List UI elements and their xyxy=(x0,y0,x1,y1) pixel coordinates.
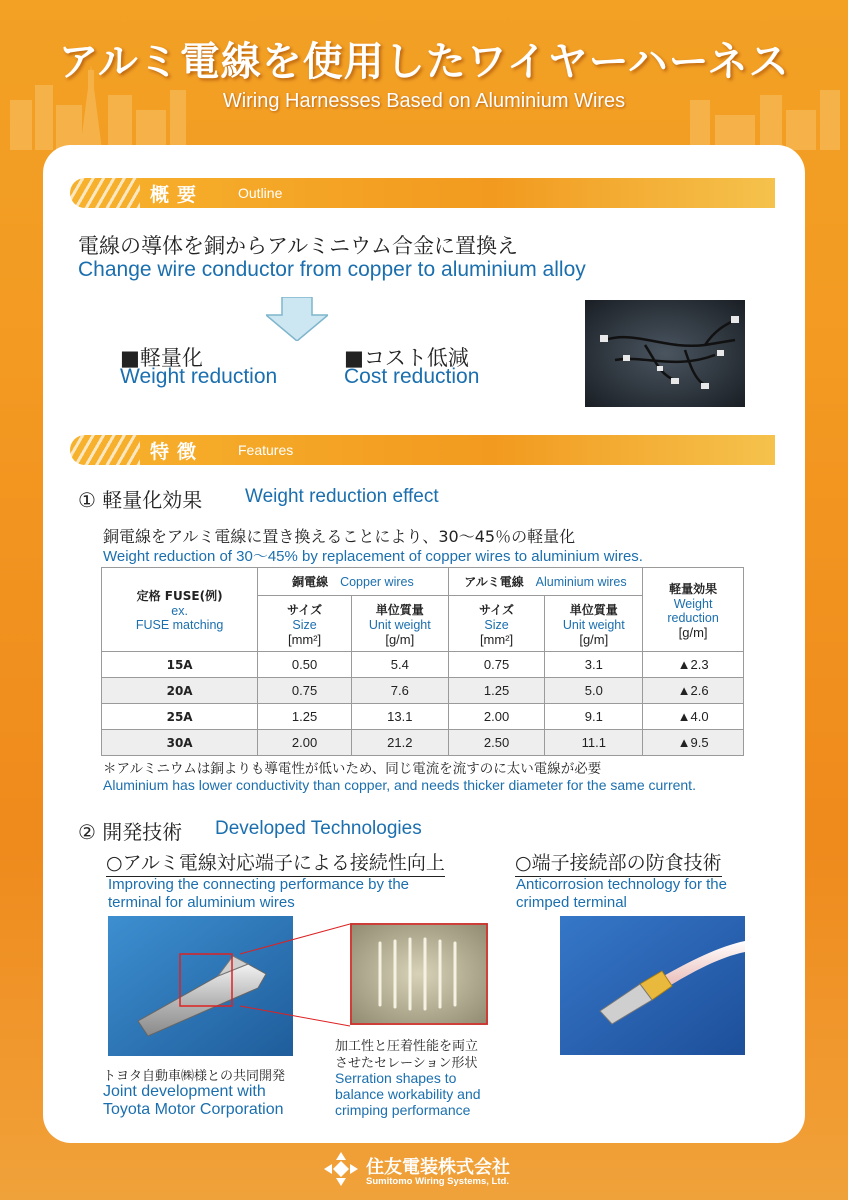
outline-band-jp: 概要 xyxy=(150,184,205,206)
serration-en2: balance workability and xyxy=(335,1086,481,1102)
joint-dev-en1: Joint development with xyxy=(103,1083,266,1100)
cell-cu-weight: 7.6 xyxy=(351,678,448,704)
header-alu-en: Aluminium wires xyxy=(535,575,627,589)
cell-cu-weight: 5.4 xyxy=(351,652,448,678)
cell-al-weight: 11.1 xyxy=(545,730,643,756)
table-row xyxy=(102,678,744,704)
cell-al-weight: 3.1 xyxy=(545,652,643,678)
cell-reduction: ▲4.0 xyxy=(643,704,744,730)
table-row xyxy=(102,652,744,678)
cell-cu-weight: 21.2 xyxy=(351,730,448,756)
cell-reduction: ▲2.6 xyxy=(643,678,744,704)
cell-fuse: 25A xyxy=(102,704,258,730)
cell-fuse: 15A xyxy=(102,652,258,678)
item1-title-en: Weight reduction effect xyxy=(245,486,439,507)
tech1-desc-en1: Improving the connecting performance by the xyxy=(108,876,410,893)
header-fuse xyxy=(102,568,258,652)
benefit-weight-jp: ■軽量化 xyxy=(120,346,203,370)
cell-al-weight: 9.1 xyxy=(545,704,643,730)
outline-lead-jp: 電線の導体を銅からアルミニウム合金に置換え xyxy=(78,234,518,258)
tech2-title-jp: ○端子接続部の防食技術 xyxy=(515,848,722,877)
header-copper-jp: 銅電線 xyxy=(292,575,329,589)
benefit-weight-en: Weight reduction xyxy=(120,365,278,388)
header-al-size xyxy=(448,596,545,652)
header-effect xyxy=(643,568,744,652)
features-band-en: Features xyxy=(238,442,294,458)
serration-jp2: させたセレーション形状 xyxy=(335,1056,478,1071)
cell-reduction: ▲2.3 xyxy=(643,652,744,678)
item2-title-en: Developed Technologies xyxy=(215,818,422,839)
header-alu-jp: アルミ電線 xyxy=(464,575,524,589)
cell-al-size: 2.50 xyxy=(448,730,545,756)
header-cu-weight xyxy=(351,596,448,652)
serration-en1: Serration shapes to xyxy=(335,1070,457,1086)
subheader-size-en: Size xyxy=(292,617,317,632)
serration-closeup-photo xyxy=(350,923,488,1025)
cell-cu-size: 0.75 xyxy=(258,678,352,704)
cell-al-weight: 5.0 xyxy=(545,678,643,704)
subheader-weight-unit: [g/m] xyxy=(385,631,415,647)
joint-dev-jp: トヨタ自動車㈱様との共同開発 xyxy=(103,1069,286,1084)
tech2-desc-en1: Anticorrosion technology for the xyxy=(516,876,727,893)
header-aluminium xyxy=(448,568,643,596)
cell-cu-weight: 13.1 xyxy=(351,704,448,730)
serration-en3: crimping performance xyxy=(335,1102,471,1118)
band-stripes xyxy=(70,178,140,208)
outline-band-en: Outline xyxy=(238,185,283,201)
header-al-weight xyxy=(545,596,643,652)
tech2-desc-en2: crimped terminal xyxy=(516,894,627,911)
cell-al-size: 1.25 xyxy=(448,678,545,704)
subheader-weight-en: Unit weight xyxy=(368,617,431,632)
subheader-weight-en: Unit weight xyxy=(562,617,625,632)
tech1-title-jp: ○アルミ電線対応端子による接続性向上 xyxy=(106,848,445,877)
cell-fuse: 20A xyxy=(102,678,258,704)
cell-cu-size: 1.25 xyxy=(258,704,352,730)
table-note-jp: ＊アルミニウムは銅よりも導電性が低いため、同じ電流を流すのに太い電線が必要 xyxy=(103,761,602,777)
table-row xyxy=(102,730,744,756)
joint-dev-en2: Toyota Motor Corporation xyxy=(103,1101,284,1118)
cell-al-size: 0.75 xyxy=(448,652,545,678)
subheader-weight-jp: 単位質量 xyxy=(375,602,424,617)
company-name-en: Sumitomo Wiring Systems, Ltd. xyxy=(366,1176,509,1187)
serration-jp1: 加工性と圧着性能を両立 xyxy=(335,1039,479,1054)
wire-harness-photo xyxy=(585,300,745,407)
table-row xyxy=(102,704,744,730)
cell-cu-size: 0.50 xyxy=(258,652,352,678)
poster-title: アルミ電線を使用したワイヤーハーネス xyxy=(58,39,790,85)
header-effect-en2: reduction xyxy=(667,610,719,625)
features-section-band xyxy=(70,435,775,465)
subheader-weight-unit: [g/m] xyxy=(579,631,609,647)
benefit-cost-en: Cost reduction xyxy=(344,365,480,388)
header-fuse-en1: ex. xyxy=(171,604,188,618)
table-note-en: Aluminium has lower conductivity than copper, and needs thicker diameter for the same current. xyxy=(103,777,696,793)
subheader-weight-jp: 単位質量 xyxy=(569,602,618,617)
subheader-size-en: Size xyxy=(484,617,509,632)
header-effect-en1: Weight xyxy=(673,596,713,611)
poster-subtitle: Wiring Harnesses Based on Aluminium Wires xyxy=(222,90,626,112)
down-arrow-icon xyxy=(266,297,328,341)
item1-title-jp: ① 軽量化効果 xyxy=(78,488,203,512)
sumitomo-logo-icon xyxy=(322,1150,360,1188)
subheader-size-unit: [mm²] xyxy=(479,631,514,647)
item2-title-jp: ② 開発技術 xyxy=(78,820,183,844)
header-fuse-en2: FUSE matching xyxy=(135,618,224,632)
subheader-size-jp: サイズ xyxy=(479,602,515,617)
header-copper-en: Copper wires xyxy=(340,575,414,589)
cell-al-size: 2.00 xyxy=(448,704,545,730)
header-fuse-jp: 定格 FUSE(例) xyxy=(136,589,223,603)
tech1-desc-en2: terminal for aluminium wires xyxy=(108,894,295,911)
benefit-cost-jp: ■コスト低減 xyxy=(344,346,469,370)
outline-lead-en: Change wire conductor from copper to aluminium alloy xyxy=(78,258,586,281)
anticorrosion-terminal-photo xyxy=(560,916,745,1055)
header-effect-unit: [g/m] xyxy=(678,624,708,640)
zoom-connector-lines xyxy=(230,916,360,1036)
cell-reduction: ▲9.5 xyxy=(643,730,744,756)
band-stripes xyxy=(70,435,140,465)
header-cu-size xyxy=(258,596,352,652)
subheader-size-unit: [mm²] xyxy=(287,631,322,647)
subheader-size-jp: サイズ xyxy=(287,602,323,617)
company-name-jp: 住友電装株式会社 xyxy=(366,1157,510,1178)
outline-section-band xyxy=(70,178,775,208)
header-copper xyxy=(258,568,448,596)
weight-comparison-table xyxy=(101,567,744,756)
header-effect-jp: 軽量効果 xyxy=(669,581,718,596)
cell-fuse: 30A xyxy=(102,730,258,756)
item1-desc-jp: 銅電線をアルミ電線に置き換えることにより、30〜45％の軽量化 xyxy=(103,527,576,546)
cell-cu-size: 2.00 xyxy=(258,730,352,756)
item1-desc-en: Weight reduction of 30〜45% by replacement of copper wires to aluminium wires. xyxy=(103,548,643,565)
features-band-jp: 特徴 xyxy=(150,441,205,463)
